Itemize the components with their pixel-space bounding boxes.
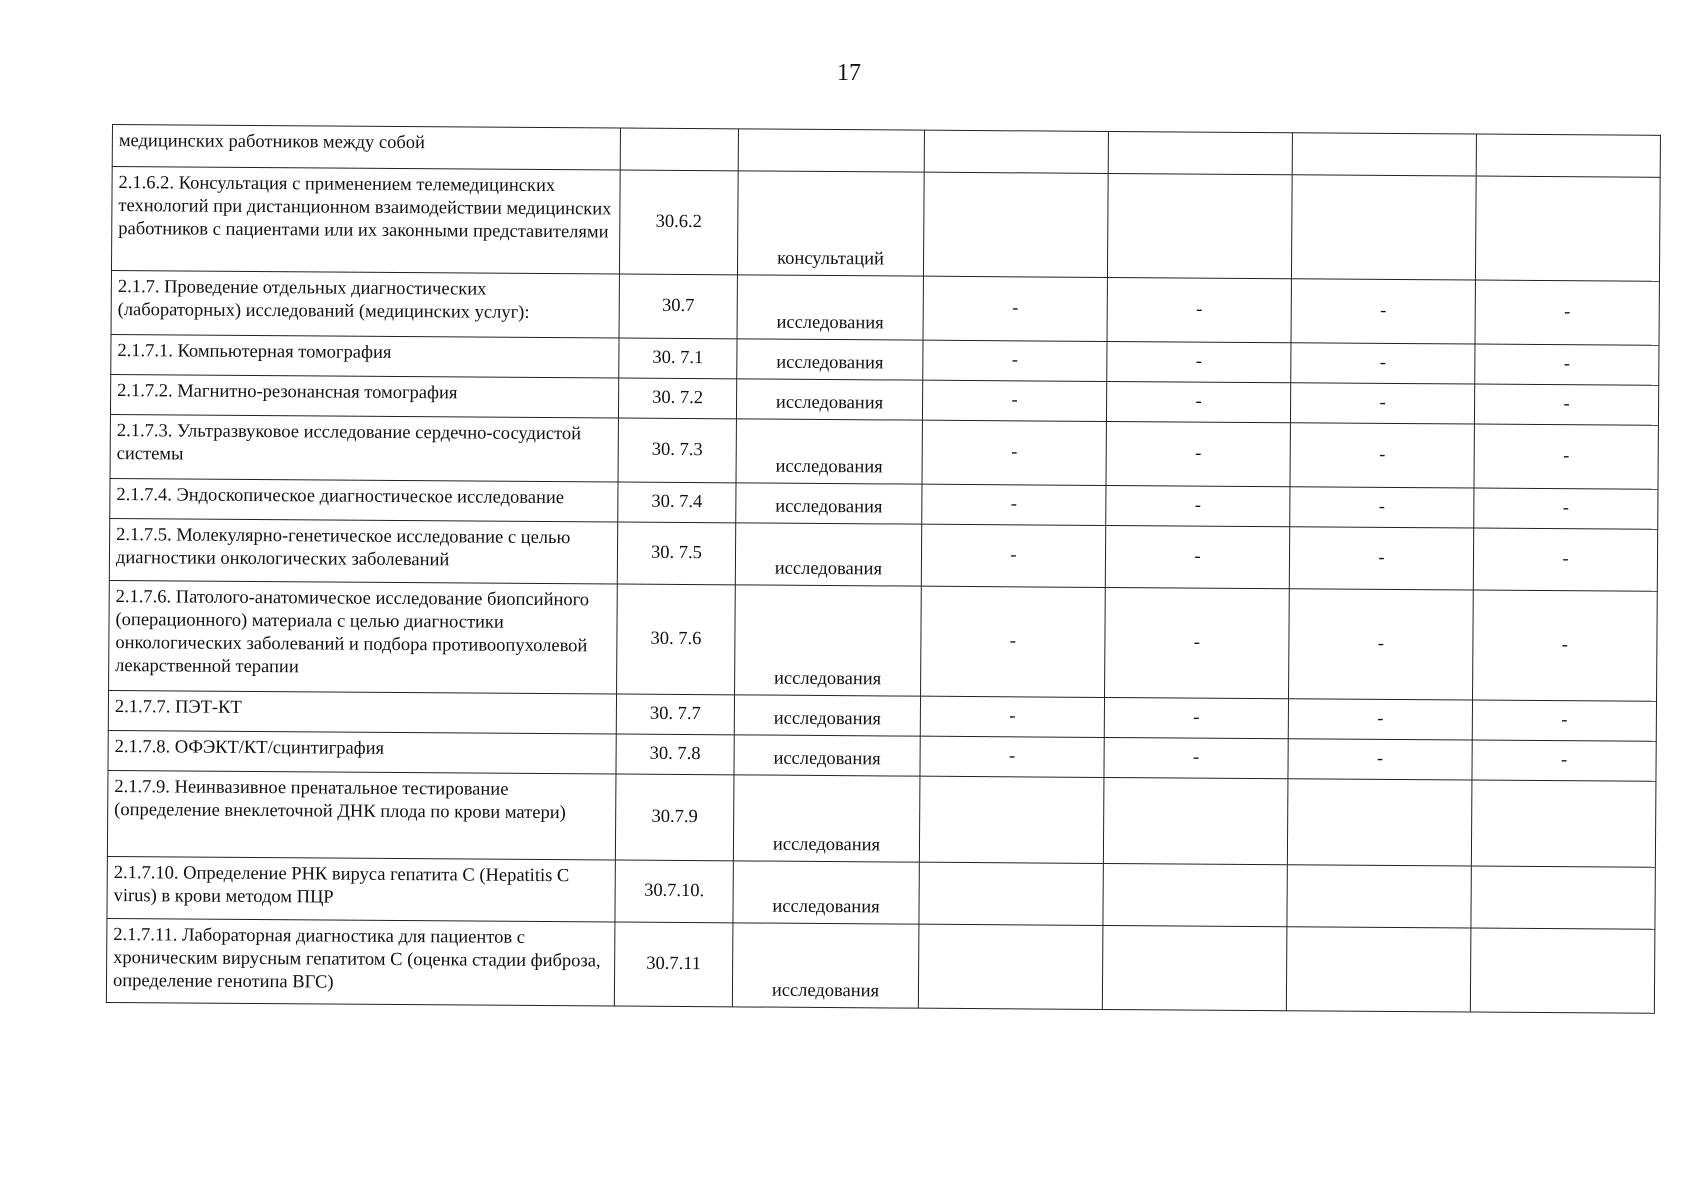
row-code-cell: 30.7.11 [614,922,733,1007]
value-cell-4: - [1472,740,1656,781]
value-cell-3: - [1290,423,1474,488]
value-cell-3: - [1290,383,1474,424]
unit-cell: исследования [732,923,919,1008]
table-row [109,518,1657,591]
value-cell-3: - [1288,739,1472,780]
value-cell-4: - [1473,590,1658,701]
value-cell-3: - [1291,279,1475,344]
service-name-cell: 2.1.7. Проведение отдельных диагностических (лабораторных) исследований (медицинских услуг): [111,270,619,338]
value-cell-2: - [1106,421,1290,486]
value-cell-2: - [1106,381,1290,422]
unit-cell: исследования [734,695,920,736]
value-cell-4: - [1474,424,1658,489]
table-row [109,580,1658,701]
value-cell-3 [1291,175,1476,280]
value-cell-1 [918,924,1103,1009]
value-cell-2: - [1104,697,1288,738]
value-cell-4: - [1472,700,1656,741]
service-name-cell: 2.1.7.10. Определение РНК вируса гепатита С (Hepatitis C virus) в крови методом ПЦР [107,856,615,922]
service-name-cell: 2.1.7.7. ПЭТ-КТ [108,690,616,734]
value-cell-2 [1107,173,1292,278]
value-cell-4 [1476,134,1660,177]
service-name-cell: 2.1.7.2. Магнитно-резонансная томография [110,374,618,418]
unit-cell: исследования [733,861,919,924]
value-cell-4 [1475,176,1660,281]
value-cell-1: - [921,586,1106,697]
value-cell-3: - [1289,589,1474,700]
table-row [107,770,1656,867]
value-cell-1: - [923,276,1107,341]
value-cell-1 [923,172,1108,277]
service-name-cell: 2.1.7.4. Эндоскопическое диагностическое исследование [110,478,618,522]
service-name-cell: 2.1.7.11. Лабораторная диагностика для пациентов с хроническим вирусным гепатитом С (оценка стадии фиброза, определение генотипа ВГС) [106,918,615,1006]
value-cell-4: - [1473,528,1657,591]
unit-cell: исследования [737,275,923,340]
table-row [111,167,1660,282]
value-cell-3 [1286,927,1471,1012]
value-cell-4 [1471,866,1655,929]
row-code-cell: 30. 7.8 [616,734,734,775]
row-code-cell: 30.7.10. [615,860,733,923]
row-code-cell: 30. 7.4 [618,482,736,523]
value-cell-4: - [1475,280,1659,345]
value-cell-3 [1287,865,1471,928]
service-name-cell: 2.1.7.6. Патолого-анатомическое исследование биопсийного (операционного) материала с целью диагностики онкологических заболеваний и подбора противоопухолевой лекарственной терапии [109,580,618,694]
row-code-cell [620,128,738,171]
value-cell-3: - [1291,343,1475,384]
unit-cell: исследования [737,339,923,380]
value-cell-3 [1287,779,1472,866]
row-code-cell: 30.7.9 [615,774,734,861]
row-code-cell: 30. 7.3 [618,418,736,483]
value-cell-2: - [1104,737,1288,778]
row-code-cell: 30. 7.6 [617,584,736,695]
unit-cell: исследования [734,735,920,776]
unit-cell [738,129,924,172]
value-cell-4 [1470,928,1655,1013]
value-cell-2: - [1107,341,1291,382]
unit-cell: исследования [736,419,922,484]
table-row [111,270,1659,345]
unit-cell: исследования [733,775,920,862]
page-number: 17 [837,60,861,86]
row-code-cell: 30.7 [619,274,737,339]
services-table [106,124,1661,1014]
row-code-cell: 30. 7.7 [616,694,734,735]
value-cell-3: - [1290,487,1474,528]
value-cell-2: - [1105,587,1290,698]
value-cell-1: - [920,736,1104,777]
value-cell-2: - [1107,277,1291,342]
value-cell-2: - [1106,485,1290,526]
value-cell-1: - [923,340,1107,381]
value-cell-1: - [921,524,1105,587]
value-cell-2 [1103,777,1288,864]
unit-cell: исследования [736,483,922,524]
table-row [110,414,1658,489]
row-code-cell: 30. 7.1 [619,338,737,379]
value-cell-3: - [1288,699,1472,740]
value-cell-1: - [922,380,1106,421]
service-name-cell: 2.1.6.2. Консультация с применением телемедицинских технологий при дистанционном взаимодействии медицинских работников с пациентами или их законными представителями [111,167,620,275]
value-cell-4: - [1474,384,1658,425]
service-name-cell: 2.1.7.9. Неинвазивное пренатальное тестирование (определение внеклеточной ДНК плода по крови матери) [107,770,616,860]
value-cell-4 [1471,780,1656,867]
value-cell-1: - [922,420,1106,485]
value-cell-2: - [1105,525,1289,588]
value-cell-4: - [1475,344,1659,385]
value-cell-1 [924,130,1108,173]
value-cell-1 [919,862,1103,925]
unit-cell: консультаций [737,171,924,276]
service-name-cell: 2.1.7.8. ОФЭКТ/КТ/сцинтиграфия [108,730,616,774]
value-cell-1: - [922,484,1106,525]
value-cell-1 [919,776,1104,863]
service-name-cell: 2.1.7.3. Ультразвуковое исследование сердечно-сосудистой системы [110,414,618,482]
row-code-cell: 30. 7.5 [617,522,735,585]
value-cell-3 [1292,133,1476,176]
unit-cell: исследования [736,379,922,420]
table-row [107,856,1655,929]
service-name-cell: 2.1.7.1. Компьютерная томография [111,334,619,378]
unit-cell: исследования [735,585,922,696]
value-cell-4: - [1474,488,1658,529]
table-body [106,125,1660,1014]
table-row [106,918,1655,1013]
value-cell-2 [1102,925,1287,1010]
unit-cell: исследования [735,523,921,586]
service-name-cell: 2.1.7.5. Молекулярно-генетическое исследование с целью диагностики онкологических заболеваний [109,518,617,584]
row-code-cell: 30.6.2 [619,170,738,275]
value-cell-2 [1103,863,1287,926]
value-cell-3: - [1289,527,1473,590]
service-name-cell: медицинских работников между собой [112,125,620,171]
row-code-cell: 30. 7.2 [618,378,736,419]
value-cell-1: - [920,696,1104,737]
value-cell-2 [1108,131,1292,174]
